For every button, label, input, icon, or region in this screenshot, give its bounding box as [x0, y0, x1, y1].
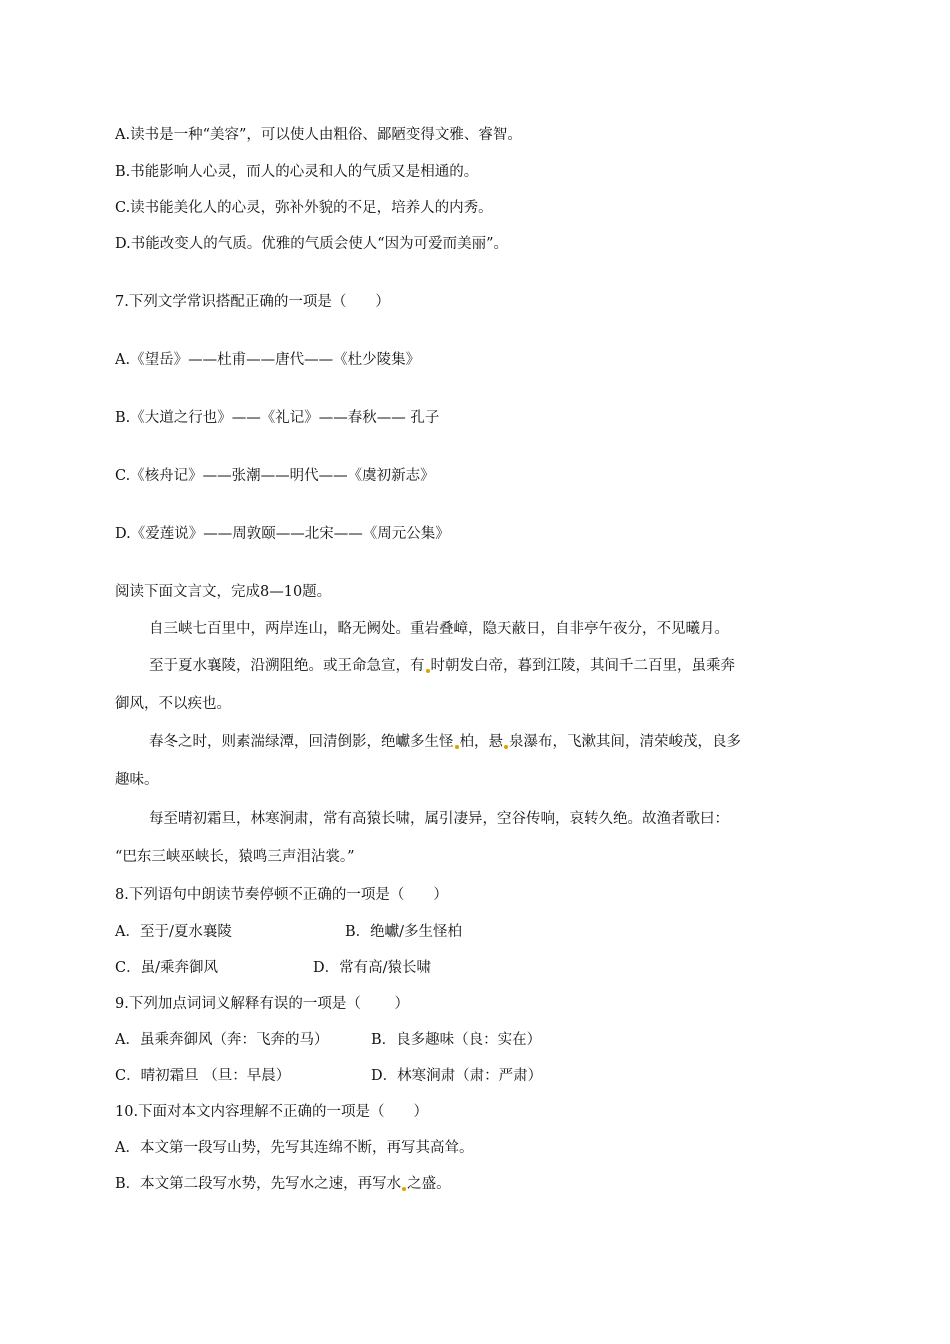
q7-option-c: C.《核舟记》——张潮——明代——《虞初新志》: [115, 468, 435, 484]
passage-paragraph-4: 每至晴初霜旦，林寒涧肃，常有高猿长啸，属引凄异，空谷传响，哀转久绝。故渔者歌曰：: [149, 811, 729, 827]
passage-paragraph-2: [149, 659, 735, 674]
q10-option-a: A．本文第一段写山势，先写其连绵不断，再写其高耸。: [115, 1140, 474, 1156]
q8-option-d: D．常有高/猿长啸: [313, 960, 432, 976]
q7-option-d: D.《爱莲说》——周敦颐——北宋——《周元公集》: [115, 526, 450, 542]
q10-option-b: [115, 1177, 451, 1192]
q10-option-b-part-b: 之盛。: [407, 1176, 451, 1192]
q7-option-a: A.《望岳》——杜甫——唐代——《杜少陵集》: [115, 352, 421, 368]
q6-option-b: B.书能影响人心灵，而人的心灵和人的气质又是相通的。: [115, 164, 479, 180]
q7-option-b: B.《大道之行也》——《礼记》——春秋—— 孔子: [115, 410, 440, 426]
q10-option-b-part-a: B．本文第二段写水势，先写水之速，再写水: [115, 1176, 402, 1192]
q7-stem: 7.下列文学常识搭配正确的一项是（ ）: [115, 294, 390, 310]
q6-option-c: C.读书能美化人的心灵，弥补外貌的不足，培养人的内秀。: [115, 200, 493, 216]
q6-option-a: A.读书是一种“美容”，可以使人由粗俗、鄙陋变得文雅、睿智。: [115, 127, 522, 143]
q9-option-a: A．虽乘奔御风（奔：飞奔的马）: [115, 1032, 329, 1048]
dot-mark-icon: [426, 669, 430, 673]
dot-mark-icon: [504, 745, 508, 749]
passage-paragraph-4-cont: “巴东三峡巫峡长，猿鸣三声泪沾裳。”: [115, 849, 355, 865]
dot-mark-icon: [402, 1187, 406, 1191]
passage-paragraph-2-cont: 御风，不以疾也。: [115, 696, 231, 712]
q6-option-d: D.书能改变人的气质。优雅的气质会使人“因为可爱而美丽”。: [115, 236, 509, 252]
passage-paragraph-3-cont: 趣味。: [115, 772, 159, 788]
passage-paragraph-3: [149, 735, 741, 750]
passage-p3-part-a: 春冬之时，则素湍绿潭，回清倒影，绝巘多生怪: [149, 734, 454, 750]
passage-paragraph-1: 自三峡七百里中，两岸连山，略无阙处。重岩叠嶂，隐天蔽日，自非亭午夜分，不见曦月。: [149, 621, 729, 637]
q8-option-a: A．至于/夏水襄陵: [115, 924, 232, 940]
dot-mark-icon: [455, 745, 459, 749]
q8-option-b: B．绝巘/多生怪柏: [345, 924, 463, 940]
passage-p2-part-a: 至于夏水襄陵，沿溯阻绝。或王命急宣，有: [149, 658, 425, 674]
q9-option-c: C．晴初霜旦 （旦：早晨）: [115, 1068, 291, 1084]
passage-intro: 阅读下面文言文，完成8—10题。: [115, 584, 332, 600]
passage-p3-part-c: 泉瀑布，飞漱其间，清荣峻茂，良多: [509, 734, 741, 750]
q8-option-c: C．虽/乘奔御风: [115, 960, 218, 976]
q8-stem: 8.下列语句中朗读节奏停顿不正确的一项是（ ）: [115, 887, 448, 903]
q9-option-d: D．林寒涧肃（肃：严肃）: [371, 1068, 543, 1084]
q9-option-b: B．良多趣味（良：实在）: [371, 1032, 542, 1048]
passage-p2-part-b: 时朝发白帝，暮到江陵，其间千二百里，虽乘奔: [430, 658, 735, 674]
passage-p3-part-b: 柏，悬: [459, 734, 503, 750]
q9-stem: 9.下列加点词词义解释有误的一项是（ ）: [115, 996, 409, 1012]
q10-stem: 10.下面对本文内容理解不正确的一项是（ ）: [115, 1104, 429, 1120]
